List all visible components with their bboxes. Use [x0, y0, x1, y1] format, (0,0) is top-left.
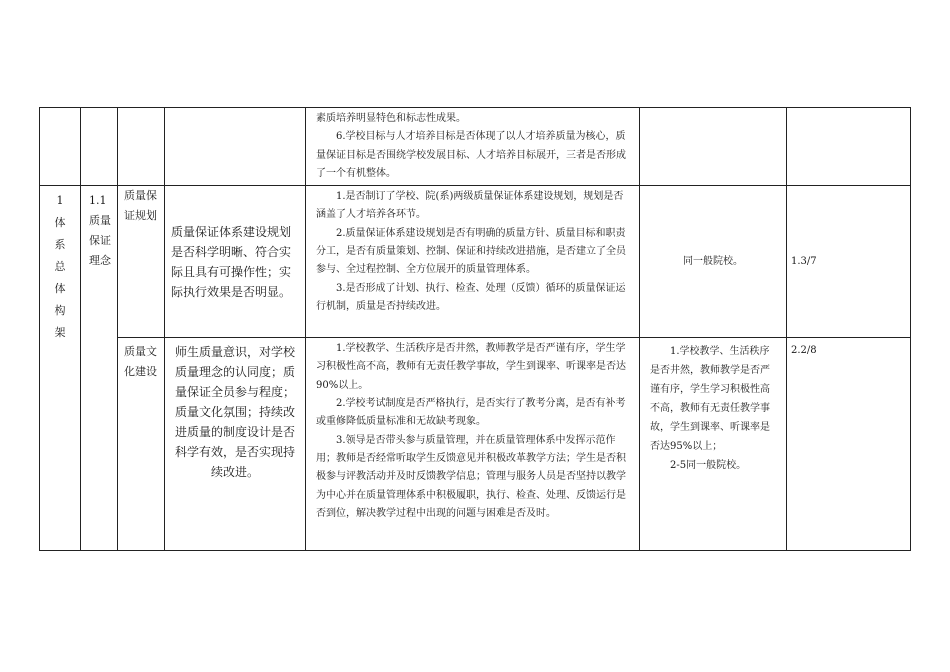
- empty-cell: [118, 108, 165, 186]
- score-text: 2.2/8: [791, 345, 817, 357]
- category-char: 构: [54, 304, 66, 318]
- empty-cell: [640, 108, 787, 186]
- content-text: 师生质量意识，对学校质量理念的认同度；质量保证全员参与程度；质量文化氛围；持续改进质量的制度设计是否科学有效，是否实现持续改进。: [174, 345, 295, 480]
- criteria-text: 3.领导是否带头参与质量管理，并在质量管理体系中发挥示范作用；教师是否经常听取学生反馈意见并积极改革教学方法；学生是否积极参与评教活动并及时反馈教学信息；管理与服务人员是否坚持以教学为中心并在质量管理体系中积极履职，执行、检查、处理、反馈运行是否到位，解决教学过程中出现的问题与困难是否及时。: [316, 434, 626, 519]
- empty-cell: [165, 108, 306, 186]
- score-cell: [787, 338, 911, 551]
- evaluation-table: [39, 107, 911, 551]
- content-cell: [165, 186, 306, 338]
- item-label: 证规划: [124, 209, 157, 223]
- other-text: 同一般院校。: [683, 256, 743, 268]
- table-row-continuation: [40, 108, 911, 186]
- category-char: 体: [54, 216, 66, 230]
- category-char: 架: [54, 326, 66, 340]
- item-label: 化建设: [124, 365, 157, 379]
- empty-cell: [81, 108, 118, 186]
- other-cell: [640, 338, 787, 551]
- criteria-text: 3.是否形成了计划、执行、检查、处理（反馈）循环的质量保证运行机制，质量是否持续改进。: [316, 282, 626, 312]
- other-text: 1.学校教学、生活秩序是否井然，教师教学是否严谨有序，学生学习积极性高不高，教师有无责任教学事故，学生到课率、听课率是否达95%以上；: [650, 346, 770, 453]
- other-cell: [640, 186, 787, 338]
- criteria-text: 素质培养明显特色和标志性成果。: [316, 113, 466, 124]
- criteria-cell: [306, 108, 640, 186]
- subcategory-number: 1.1: [89, 194, 107, 208]
- category-number: 1: [56, 194, 64, 208]
- category-char: 体: [54, 282, 66, 296]
- item-label: 质量文: [124, 345, 157, 359]
- table-row-quality-plan: [40, 186, 911, 338]
- criteria-text: 2.质量保证体系建设规划是否有明确的质量方针、质量目标和职责分工，是否有质量策划、控制、保证和持续改进措施，是否建立了全员参与、全过程控制、全方位展开的质量管理体系。: [316, 227, 626, 276]
- subcategory-label: 理念: [89, 254, 111, 268]
- subcategory-cell: [81, 186, 118, 551]
- item-cell: [118, 186, 165, 338]
- criteria-cell: [306, 186, 640, 338]
- criteria-cell: [306, 338, 640, 551]
- empty-cell: [787, 108, 911, 186]
- content-cell: [165, 338, 306, 551]
- category-char: 总: [54, 260, 66, 274]
- category-cell: [40, 186, 81, 551]
- criteria-text: 1.学校教学、生活秩序是否井然，教师教学是否严谨有序，学生学习积极性高不高，教师有无责任教学事故，学生到课率、听课率是否达90%以上。: [316, 343, 626, 391]
- subcategory-label: 保证: [89, 234, 111, 248]
- criteria-text: 6.学校目标与人才培养目标是否体现了以人才培养质量为核心，质量保证目标是否围绕学校发展目标、人才培养目标展开，三者是否形成了一个有机整体。: [316, 131, 626, 179]
- table-row-quality-culture: [40, 338, 911, 551]
- subcategory-label: 质量: [89, 214, 111, 228]
- criteria-text: 1.是否制订了学校、院(系)两级质量保证体系建设规划，规划是否涵盖了人才培养各环节。: [316, 191, 624, 221]
- other-text: 2-5同一般院校。: [670, 460, 747, 472]
- criteria-text: 2.学校考试制度是否严格执行，是否实行了教考分离，是否有补考或重修降低质量标准和无故缺考现象。: [316, 398, 626, 428]
- score-text: 1.3/7: [791, 255, 817, 267]
- item-label: 质量保: [124, 189, 157, 203]
- content-text: 质量保证体系建设规划是否科学明晰、符合实际且具有可操作性；实际执行效果是否明显。: [171, 224, 292, 299]
- category-char: 系: [54, 238, 66, 252]
- empty-cell: [40, 108, 81, 186]
- item-cell: [118, 338, 165, 551]
- score-cell: [787, 186, 911, 338]
